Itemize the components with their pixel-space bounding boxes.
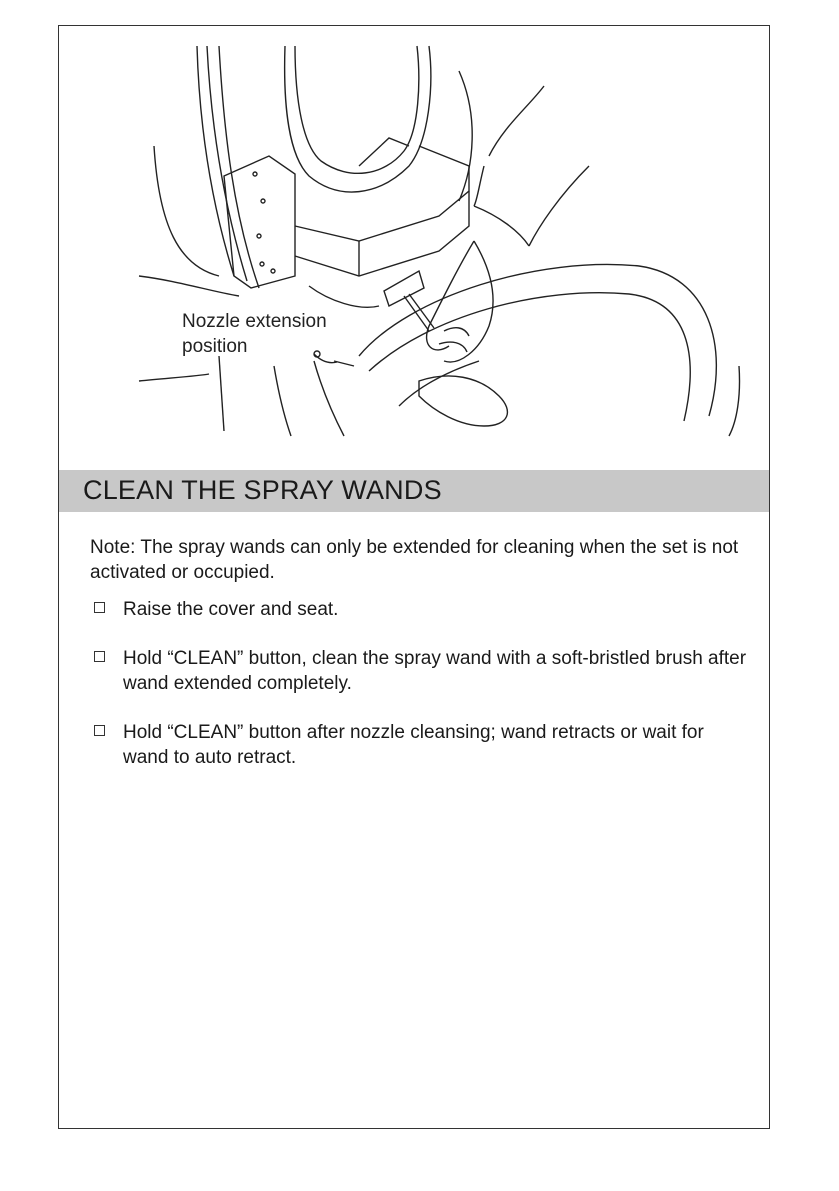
step-text: Hold “CLEAN” button after nozzle cleansing; wand retracts or wait for wand to auto retract. [123, 722, 704, 768]
section-header-bar [59, 470, 769, 512]
note-text: Note: The spray wands can only be extended for cleaning when the set is not activated or occupied. [90, 537, 739, 583]
steps-list [90, 597, 750, 770]
section-title: CLEAN THE SPRAY WANDS [83, 475, 442, 505]
step-item [90, 720, 750, 770]
checkbox-icon [94, 725, 105, 736]
step-item [90, 597, 750, 622]
toilet-cleaning-illustration [59, 26, 769, 441]
nozzle-extension-callout [182, 309, 327, 359]
step-item [90, 646, 750, 696]
checkbox-icon [94, 651, 105, 662]
callout-line-2: position [182, 336, 248, 357]
callout-line-1: Nozzle extension [182, 311, 327, 332]
instructions-content [90, 535, 750, 794]
checkbox-icon [94, 602, 105, 613]
step-text: Hold “CLEAN” button, clean the spray wand with a soft-bristled brush after wand extended completely. [123, 648, 747, 694]
step-text: Raise the cover and seat. [123, 599, 339, 620]
